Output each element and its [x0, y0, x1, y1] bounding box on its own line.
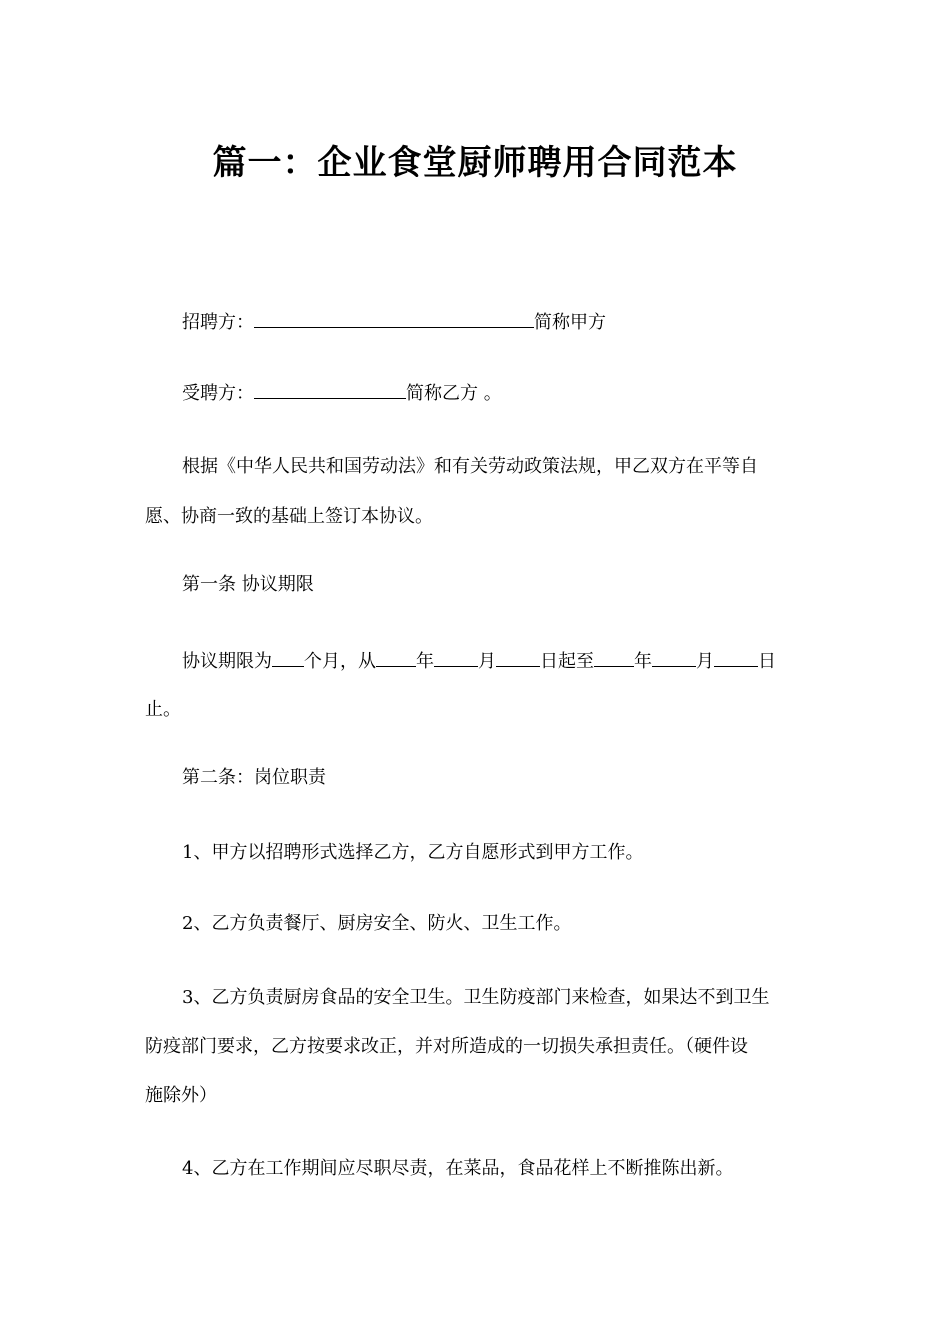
- article-2-item-2: 2、乙方负责餐厅、厨房安全、防火、卫生工作。: [182, 913, 572, 934]
- article-2-item-3-line-3: 施除外）: [145, 1085, 217, 1106]
- start-year-blank: [376, 648, 416, 667]
- party-b-label: 受聘方：: [182, 383, 254, 404]
- party-a-suffix: 简称甲方: [534, 312, 606, 333]
- start-month-blank: [434, 648, 478, 667]
- article-2-item-3-line-1: 3、乙方负责厨房食品的安全卫生。卫生防疫部门来检查，如果达不到卫生: [182, 987, 770, 1008]
- party-b-suffix: 简称乙方 。: [406, 383, 502, 404]
- preamble-line-1: 根据《中华人民共和国劳动法》和有关劳动政策法规，甲乙双方在平等自: [182, 456, 758, 477]
- article-1-heading: 第一条 协议期限: [182, 574, 314, 595]
- term-text-3: 年: [416, 651, 434, 672]
- term-text-7: 月: [696, 651, 714, 672]
- article-1-term-line: [145, 648, 847, 674]
- article-2-item-1: 1、甲方以招聘形式选择乙方，乙方自愿形式到甲方工作。: [182, 842, 644, 863]
- article-1-term-line-2: 止。: [145, 699, 181, 720]
- end-year-blank: [594, 648, 634, 667]
- party-b-line: [145, 380, 847, 406]
- term-text-6: 年: [634, 651, 652, 672]
- term-text-1: 协议期限为: [182, 651, 272, 672]
- document-title: 篇一：企业食堂厨师聘用合同范本: [212, 143, 738, 183]
- party-a-blank: [254, 309, 534, 328]
- term-text-2: 个月，从: [304, 651, 376, 672]
- term-text-5: 日起至: [540, 651, 594, 672]
- article-2-item-4: 4、乙方在工作期间应尽职尽责，在菜品，食品花样上不断推陈出新。: [182, 1158, 734, 1179]
- term-text-4: 月: [478, 651, 496, 672]
- end-day-blank: [714, 648, 758, 667]
- party-a-line: [145, 309, 847, 335]
- preamble-line-2: 愿、协商一致的基础上签订本协议。: [145, 506, 433, 527]
- party-a-label: 招聘方：: [182, 312, 254, 333]
- end-month-blank: [652, 648, 696, 667]
- term-text-8: 日: [758, 651, 776, 672]
- start-day-blank: [496, 648, 540, 667]
- party-b-blank: [254, 380, 406, 399]
- article-2-item-3-line-2: 防疫部门要求，乙方按要求改正，并对所造成的一切损失承担责任。（硬件设: [145, 1036, 748, 1057]
- article-2-heading: 第二条：岗位职责: [182, 767, 326, 788]
- term-months-blank: [272, 648, 304, 667]
